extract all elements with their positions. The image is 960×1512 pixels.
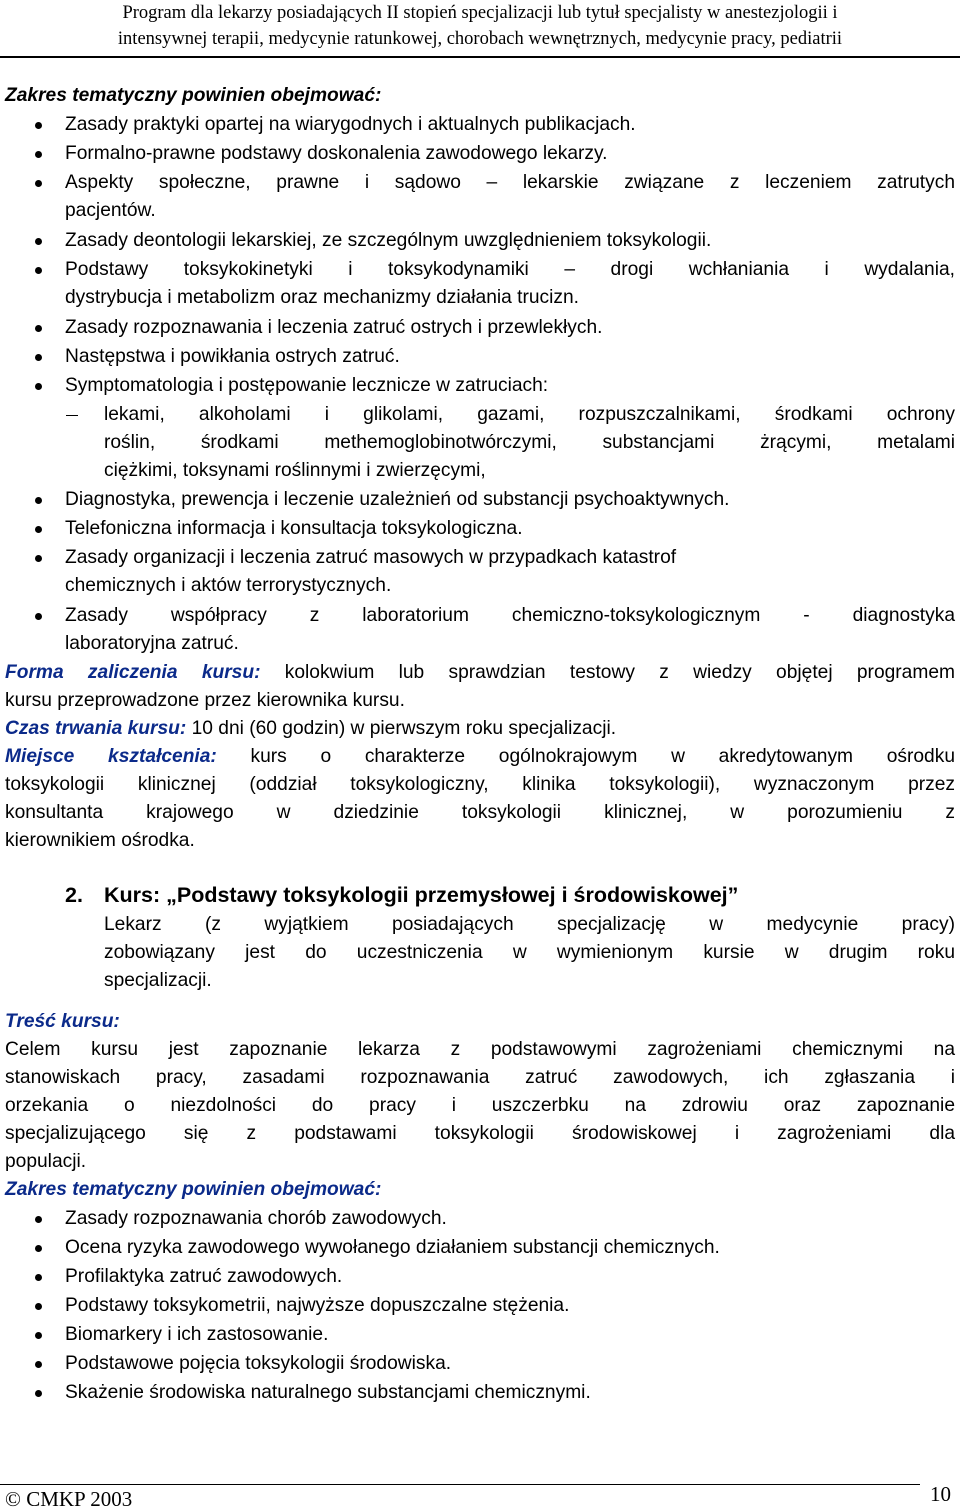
course-description: Lekarz (z wyjątkiem posiadających specjalizację w medycynie pracy) (104, 914, 955, 935)
list-item: Zasady współpracy z laboratorium chemiczno-toksykologicznym - diagnostyka (65, 605, 955, 626)
list-item: Zasady deontologii lekarskiej, ze szczególnym uwzględnieniem toksykologii. (65, 230, 712, 251)
bullet-dot (35, 613, 42, 620)
list-item: Telefoniczna informacja i konsultacja toksykologiczna. (65, 518, 523, 539)
list-item: Ocena ryzyka zawodowego wywołanego działaniem substancji chemicznych. (65, 1237, 720, 1258)
czas-trwania-label: Czas trwania kursu: (5, 718, 187, 739)
bullet-dot (35, 497, 42, 504)
bullet-dot (35, 1216, 42, 1223)
bullet-dot (35, 383, 42, 390)
bullet-dot (35, 555, 42, 562)
miejsce-ksztalcenia-continuation: konsultanta krajowego w dziedzinie toksykologii klinicznej, w porozumieniu z (5, 802, 955, 823)
sub-list-item-continuation: ciężkimi, toksynami roślinnymi i zwierzęcymi, (104, 460, 486, 481)
bullet-dot (35, 238, 42, 245)
bullet-dot (35, 1245, 42, 1252)
list-item: Zasady praktyki opartej na wiarygodnych i aktualnych publikacjach. (65, 114, 636, 135)
tresc-paragraph-line: stanowiskach pracy, zasadami rozpoznawania zatruć zawodowych, ich zgłaszania i (5, 1067, 955, 1088)
bullet-dot (35, 325, 42, 332)
list-item: Podstawy toksykokinetyki i toksykodynamiki – drogi wchłaniania i wydalania, (65, 259, 955, 280)
tresc-paragraph-line: specjalizującego się z podstawami toksykologii środowiskowej i zagrożeniami dla (5, 1123, 955, 1144)
list-item: Profilaktyka zatruć zawodowych. (65, 1266, 343, 1287)
list-item: Zasady rozpoznawania chorób zawodowych. (65, 1208, 447, 1229)
czas-trwania-line (5, 715, 616, 743)
bullet-dot (35, 1274, 42, 1281)
bullet-dot (35, 354, 42, 361)
list-item: Aspekty społeczne, prawne i sądowo – lekarskie związane z leczeniem zatrutych (65, 172, 955, 193)
tresc-kursu-heading: Treść kursu: (5, 1011, 120, 1032)
list-item: Podstawy toksykometrii, najwyższe dopuszczalne stężenia. (65, 1295, 570, 1316)
bullet-dot (35, 180, 42, 187)
list-item: Biomarkery i ich zastosowanie. (65, 1324, 329, 1345)
course-title: Kurs: „Podstawy toksykologii przemysłowej i środowiskowej” (104, 883, 739, 907)
forma-zaliczenia-text: kolokwium lub sprawdzian testowy z wiedzy objętej programem (284, 662, 955, 683)
header-divider (0, 56, 960, 58)
miejsce-ksztalcenia-text: kurs o charakterze ogólnokrajowym w akredytowanym ośrodku (250, 746, 955, 767)
forma-zaliczenia-line (5, 659, 955, 687)
list-item: Następstwa i powikłania ostrych zatruć. (65, 346, 400, 367)
running-header (0, 0, 960, 52)
list-item-continuation: chemicznych i aktów terrorystycznych. (65, 575, 392, 596)
list-item: Skażenie środowiska naturalnego substancjami chemicznymi. (65, 1382, 591, 1403)
miejsce-ksztalcenia-label: Miejsce kształcenia: (5, 746, 217, 767)
list-item-continuation: dystrybucja i metabolizm oraz mechanizmy działania trucizn. (65, 287, 579, 308)
course-description-continuation: zobowiązany jest do uczestniczenia w wymienionym kursie w drugim roku (104, 942, 955, 963)
sub-list-item-continuation: roślin, środkami methemoglobinotwórczymi, substancjami żrącymi, metalami (104, 432, 955, 453)
list-item: Diagnostyka, prewencja i leczenie uzależnień od substancji psychoaktywnych. (65, 489, 730, 510)
dash-marker (66, 415, 78, 416)
list-item: Zasady organizacji i leczenia zatruć masowych w przypadkach katastrof (65, 547, 677, 568)
list-item-continuation: laboratoryjna zatruć. (65, 633, 239, 654)
bullet-dot (35, 1390, 42, 1397)
course-number: 2. (65, 883, 83, 907)
miejsce-ksztalcenia-line (5, 743, 955, 771)
bullet-dot (35, 1303, 42, 1310)
bullet-dot (35, 122, 42, 129)
list-item: Symptomatologia i postępowanie lecznicze w zatruciach: (65, 375, 549, 396)
bullet-dot (35, 1361, 42, 1368)
course-description-continuation: specjalizacji. (104, 970, 212, 991)
header-line-1: Program dla lekarzy posiadających II stopień specjalizacji lub tytuł specjalisty w anestezjologii i (122, 3, 838, 23)
miejsce-ksztalcenia-continuation: toksykologii klinicznej (oddział toksykologiczny, klinika toksykologii), wyznaczonym przez (5, 774, 955, 795)
section2-heading: Zakres tematyczny powinien obejmować: (5, 1179, 382, 1200)
bullet-dot (35, 526, 42, 533)
miejsce-ksztalcenia-continuation: kierownikiem ośrodka. (5, 830, 195, 851)
list-item: Zasady rozpoznawania i leczenia zatruć ostrych i przewlekłych. (65, 317, 603, 338)
tresc-paragraph-line: populacji. (5, 1151, 87, 1172)
list-item: Formalno-prawne podstawy doskonalenia zawodowego lekarzy. (65, 143, 608, 164)
section1-heading: Zakres tematyczny powinien obejmować: (5, 85, 382, 106)
list-item: Podstawowe pojęcia toksykologii środowiska. (65, 1353, 452, 1374)
tresc-paragraph-line: orzekania o niezdolności do pracy i uszczerbku na zdrowiu oraz zapoznanie (5, 1095, 955, 1116)
forma-zaliczenia-continuation: kursu przeprowadzone przez kierownika kursu. (5, 690, 405, 711)
header-line-2: intensywnej terapii, medycynie ratunkowej, chorobach wewnętrznych, medycynie pracy, pediatrii (117, 29, 843, 49)
czas-trwania-text: 10 dni (60 godzin) w pierwszym roku specjalizacji. (191, 718, 617, 739)
sub-list-item: lekami, alkoholami i glikolami, gazami, rozpuszczalnikami, środkami ochrony (104, 404, 955, 425)
forma-zaliczenia-label: Forma zaliczenia kursu: (5, 662, 261, 683)
bullet-dot (35, 1332, 42, 1339)
bullet-dot (35, 151, 42, 158)
tresc-paragraph-line: Celem kursu jest zapoznanie lekarza z podstawowymi zagrożeniami chemicznymi na (5, 1039, 955, 1060)
bullet-dot (35, 267, 42, 274)
footer-copyright: © CMKP 2003 (5, 1487, 133, 1511)
page-number: 10 (930, 1482, 951, 1506)
list-item-continuation: pacjentów. (65, 200, 156, 221)
footer-divider (0, 1484, 920, 1485)
